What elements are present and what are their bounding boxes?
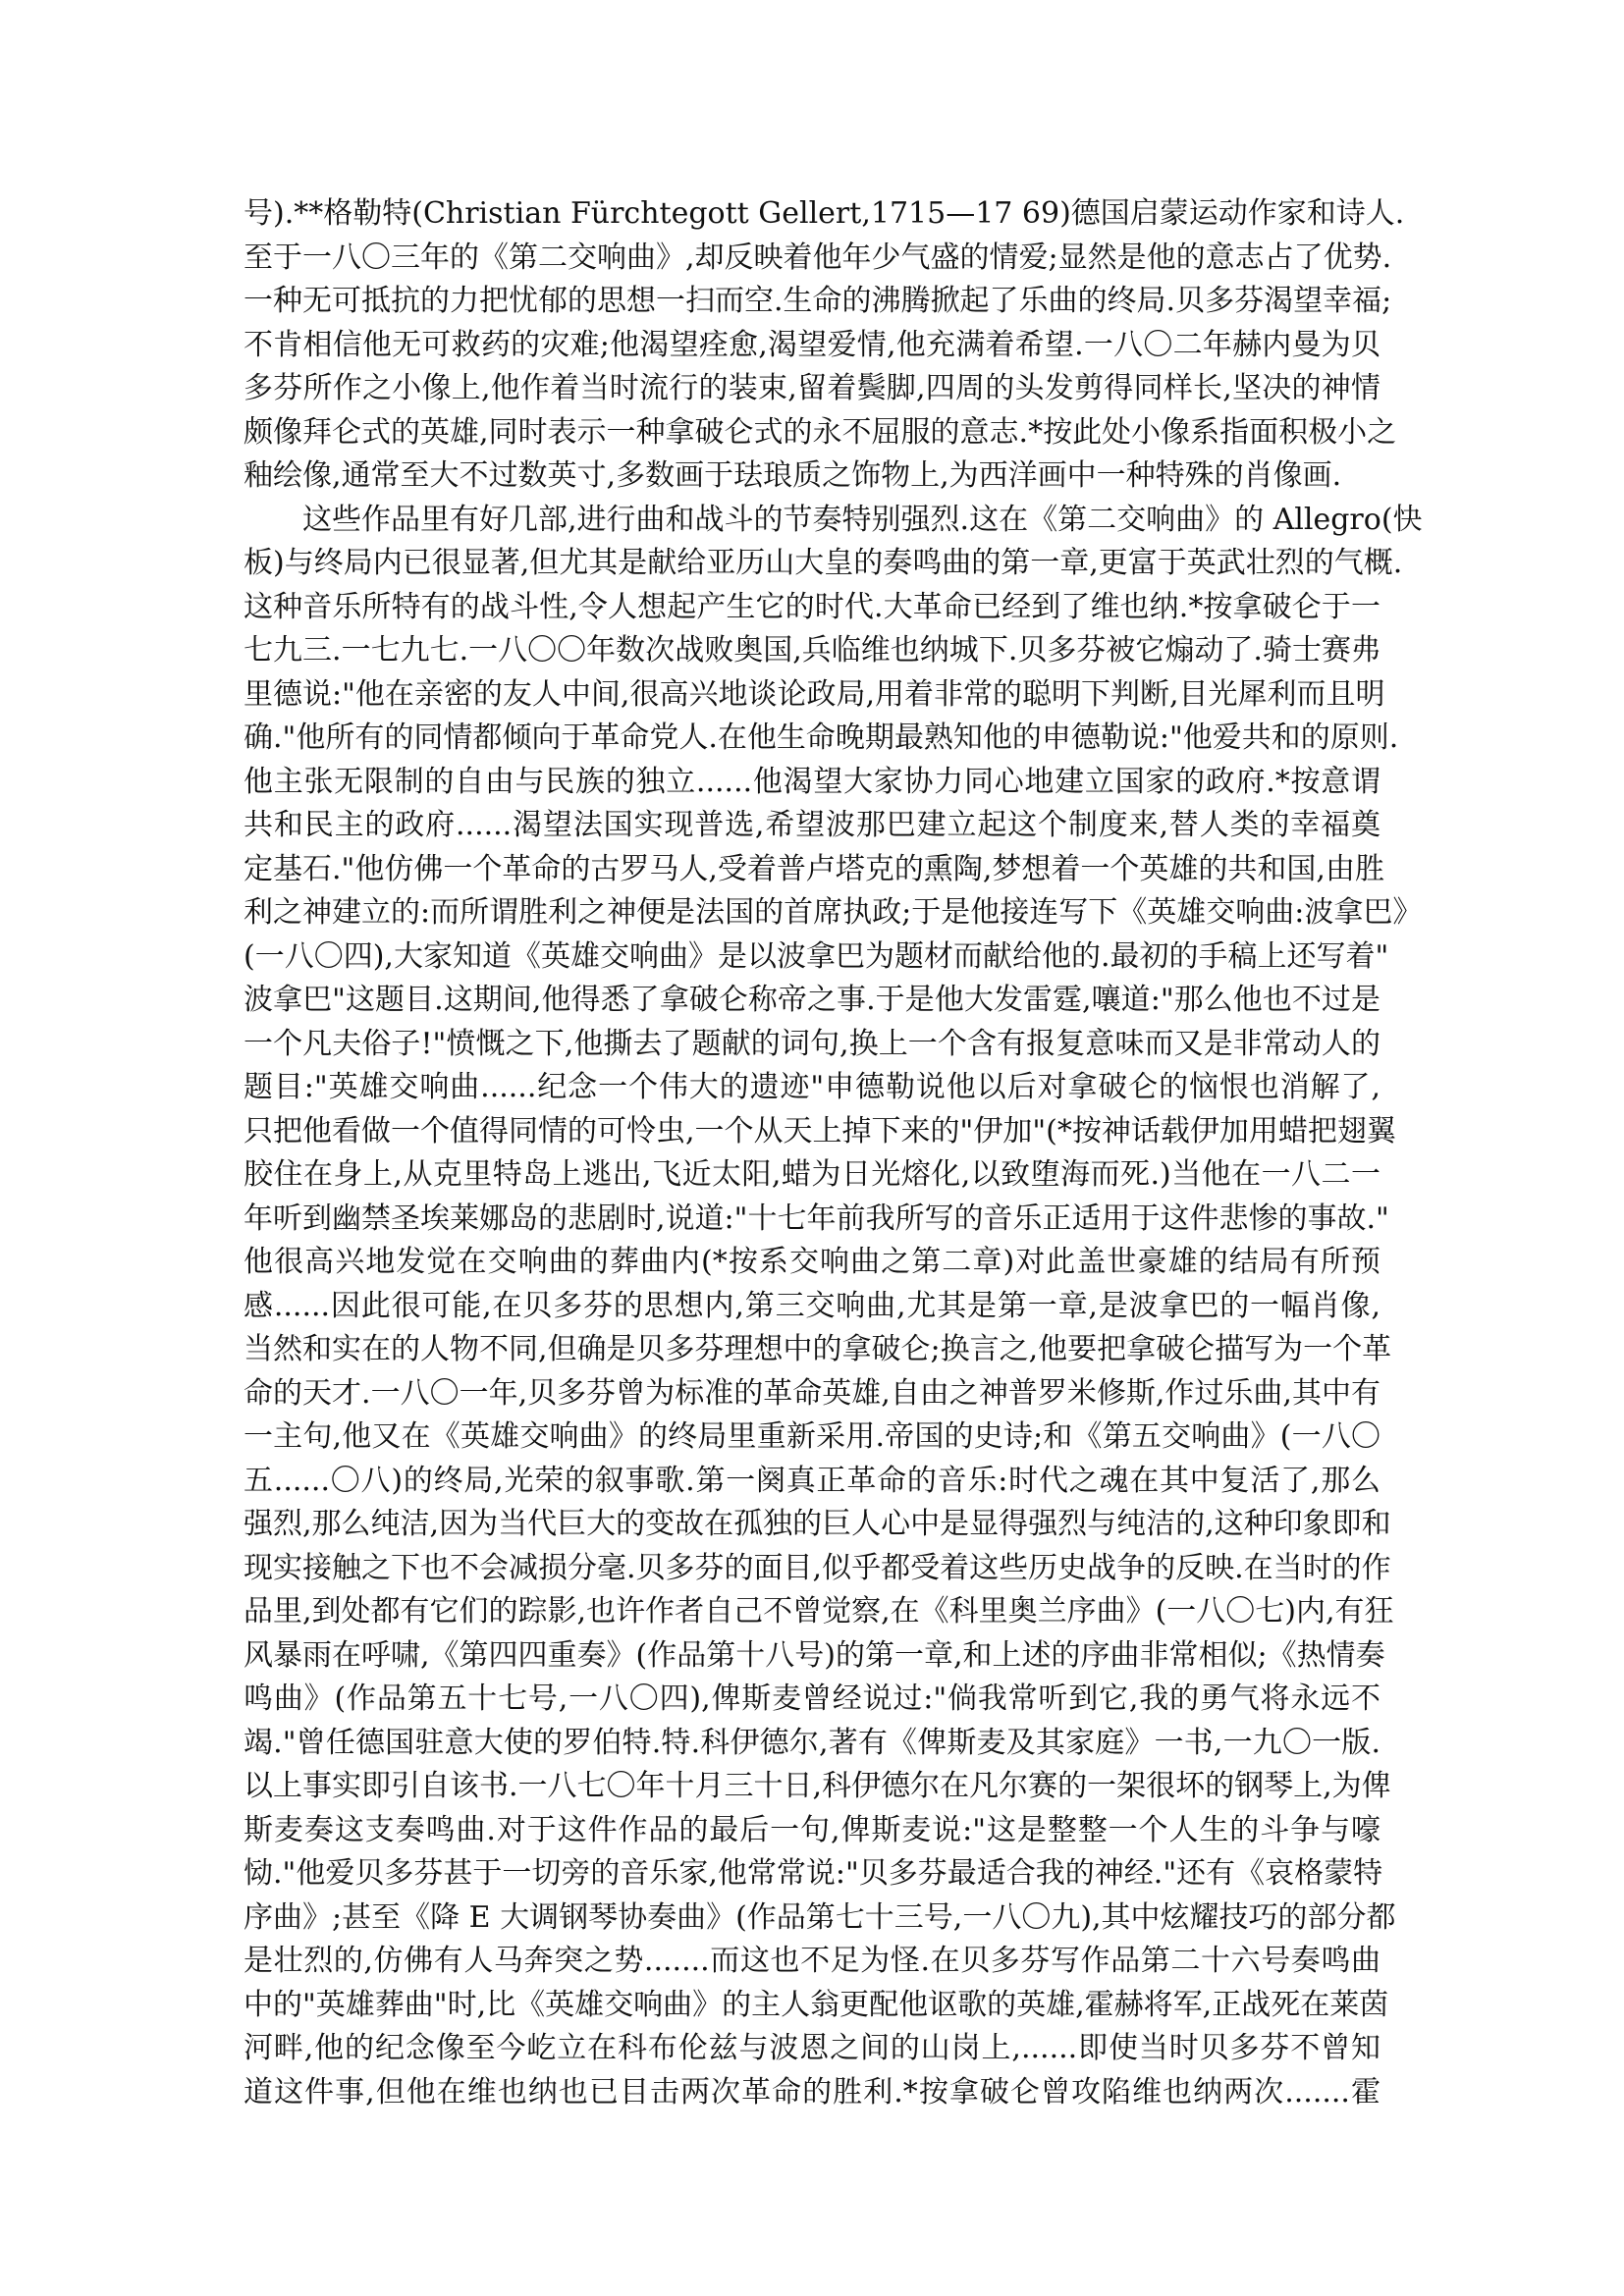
text-line: 恸."他爱贝多芬甚于一切旁的音乐家,他常常说:"贝多芬最适合我的神经."还有《哀格蒙特	[244, 1856, 1383, 1891]
text-line: 利之神建立的:而所谓胜利之神便是法国的首席执政;于是他接连写下《英雄交响曲:波拿巴》	[244, 895, 1423, 930]
text-line: 这种音乐所特有的战斗性,令人想起产生它的时代.大革命已经到了维也纳.*按拿破仑于一	[244, 589, 1380, 624]
text-line: 一种无可抵抗的力把忧郁的思想一扫而空.生命的沸腾掀起了乐曲的终局.贝多芬渴望幸福;	[244, 284, 1392, 318]
text-line: 颇像拜仑式的英雄,同时表示一种拿破仑式的永不屈服的意志.*按此处小像系指面积极小之	[244, 414, 1397, 450]
text-line: 现实接触之下也不会减损分毫.贝多芬的面目,似乎都受着这些历史战争的反映.在当时的作	[244, 1550, 1391, 1585]
text-line: 斯麦奏这支奏鸣曲.对于这件作品的最后一句,俾斯麦说:"这是整整一个人生的斗争与嚎	[244, 1812, 1380, 1847]
text-line: 波拿巴"这题目.这期间,他得悉了拿破仑称帝之事.于是他大发雷霆,嚷道:"那么他也不过是	[244, 983, 1380, 1017]
text-line: 命的天才.一八〇一年,贝多芬曾为标准的革命英雄,自由之神普罗米修斯,作过乐曲,其中有	[244, 1375, 1380, 1411]
text-line: 一主句,他又在《英雄交响曲》的终局里重新采用.帝国的史诗;和《第五交响曲》(一八〇	[244, 1419, 1380, 1454]
text-line: 七九三.一七九七.一八〇〇年数次战败奥国,兵临维也纳城下.贝多芬被它煽动了.骑士赛弗	[244, 633, 1380, 667]
text-line: 年听到幽禁圣埃莱娜岛的悲剧时,说道:"十七年前我所写的音乐正适用于这件悲惨的事故."	[244, 1201, 1389, 1236]
text-line: 板)与终局内已很显著,但尤其是献给亚历山大皇的奏鸣曲的第一章,更富于英武壮烈的气概.	[244, 546, 1403, 580]
text-line: 这些作品里有好几部,进行曲和战斗的节奏特别强烈.这在《第二交响曲》的 Allegro(快	[302, 502, 1423, 537]
text-line: 竭."曾任德国驻意大使的罗伯特.特.科伊德尔,著有《俾斯麦及其家庭》一书,一九〇一版.	[244, 1725, 1380, 1760]
text-line: 是壮烈的,仿佛有人马奔突之势.......而这也不足为怪.在贝多芬写作品第二十六号奏鸣曲	[244, 1944, 1380, 1978]
text-line: 品里,到处都有它们的踪影,也许作者自己不曾觉察,在《科里奥兰序曲》(一八〇七)内,有狂	[244, 1594, 1394, 1629]
text-line: 里德说:"他在亲密的友人中间,很高兴地谈论政局,用着非常的聪明下判断,目光犀利而且明	[244, 676, 1385, 712]
text-line: 一个凡夫俗子!"愤慨之下,他撕去了题献的词句,换上一个含有报复意味而又是非常动人的	[244, 1026, 1380, 1061]
text-line: 当然和实在的人物不同,但确是贝多芬理想中的拿破仑;换言之,他要把拿破仑描写为一个革	[244, 1332, 1392, 1366]
text-line: 五......〇八)的终局,光荣的叙事歌.第一阕真正革命的音乐:时代之魂在其中复活了,那么	[244, 1463, 1380, 1498]
text-line: 定基石."他仿佛一个革命的古罗马人,受着普卢塔克的熏陶,梦想着一个英雄的共和国,由胜	[244, 851, 1384, 886]
text-line: 中的"英雄葬曲"时,比《英雄交响曲》的主人翁更配他讴歌的英雄,霍赫将军,正战死在莱茵	[244, 1987, 1389, 2022]
text-line: 至于一八〇三年的《第二交响曲》,却反映着他年少气盛的情爱;显然是他的意志占了优势.	[244, 240, 1392, 275]
text-line: 题目:"英雄交响曲......纪念一个伟大的遗迹"申德勒说他以后对拿破仑的恼恨也消解了,	[244, 1070, 1380, 1104]
text-line: 感......因此很可能,在贝多芬的思想内,第三交响曲,尤其是第一章,是波拿巴的一幅肖像,	[244, 1288, 1380, 1323]
text-line: 河畔,他的纪念像至今屹立在科布伦兹与波恩之间的山岗上,......即使当时贝多芬不曾知	[244, 2031, 1380, 2065]
text-line: 风暴雨在呼啸,《第四四重奏》(作品第十八号)的第一章,和上述的序曲非常相似;《热情奏	[244, 1637, 1385, 1673]
text-line: 只把他看做一个值得同情的可怜虫,一个从天上掉下来的"伊加"(*按神话载伊加用蜡把翅翼	[244, 1113, 1396, 1148]
text-line: 道这件事,但他在维也纳也已目击两次革命的胜利.*按拿破仑曾攻陷维也纳两次.......霍	[244, 2074, 1380, 2109]
text-line: 不肯相信他无可救药的灾难;他渴望痊愈,渴望爱情,他充满着希望.一八〇二年赫内曼为贝	[244, 327, 1380, 362]
text-line: 确."他所有的同情都倾向于革命党人.在他生命晚期最熟知他的申德勒说:"他爱共和的原则.	[244, 721, 1399, 755]
text-line: 强烈,那么纯洁,因为当代巨大的变故在孤独的巨人心中是显得强烈与纯洁的,这种印象即和	[244, 1507, 1391, 1541]
text-line: 多芬所作之小像上,他作着当时流行的装束,留着鬓脚,四周的头发剪得同样长,坚决的神情	[244, 371, 1380, 405]
text-line: 胶住在身上,从克里特岛上逃出,飞近太阳,蜡为日光熔化,以致堕海而死.)当他在一八二一	[244, 1157, 1380, 1192]
text-line: 他主张无限制的自由与民族的独立......他渴望大家协力同心地建立国家的政府.*按意谓	[244, 764, 1380, 799]
text-line: 共和民主的政府......渴望法国实现普选,希望波那巴建立起这个制度来,替人类的幸福奠	[244, 808, 1380, 842]
text-line: (一八〇四),大家知道《英雄交响曲》是以波拿巴为题材而献给他的.最初的手稿上还写着"	[244, 938, 1389, 974]
body-text	[244, 192, 1423, 2114]
text-line: 鸣曲》(作品第五十七号,一八〇四),俾斯麦曾经说过:"倘我常听到它,我的勇气将永远不	[244, 1682, 1380, 1716]
text-line: 号).**格勒特(Christian Fürchtegott Gellert,1715—17 69)德国启蒙运动作家和诗人.	[244, 196, 1405, 231]
text-line: 他很高兴地发觉在交响曲的葬曲内(*按系交响曲之第二章)对此盖世豪雄的结局有所预	[244, 1245, 1380, 1279]
text-line: 以上事实即引自该书.一八七〇年十月三十日,科伊德尔在凡尔赛的一架很坏的钢琴上,为俾	[244, 1769, 1391, 1803]
text-line: 釉绘像,通常至大不过数英寸,多数画于珐琅质之饰物上,为西洋画中一种特殊的肖像画.	[244, 458, 1342, 493]
text-line: 序曲》;甚至《降 E 大调钢琴协奏曲》(作品第七十三号,一八〇九),其中炫耀技巧的部分都	[244, 1899, 1396, 1935]
